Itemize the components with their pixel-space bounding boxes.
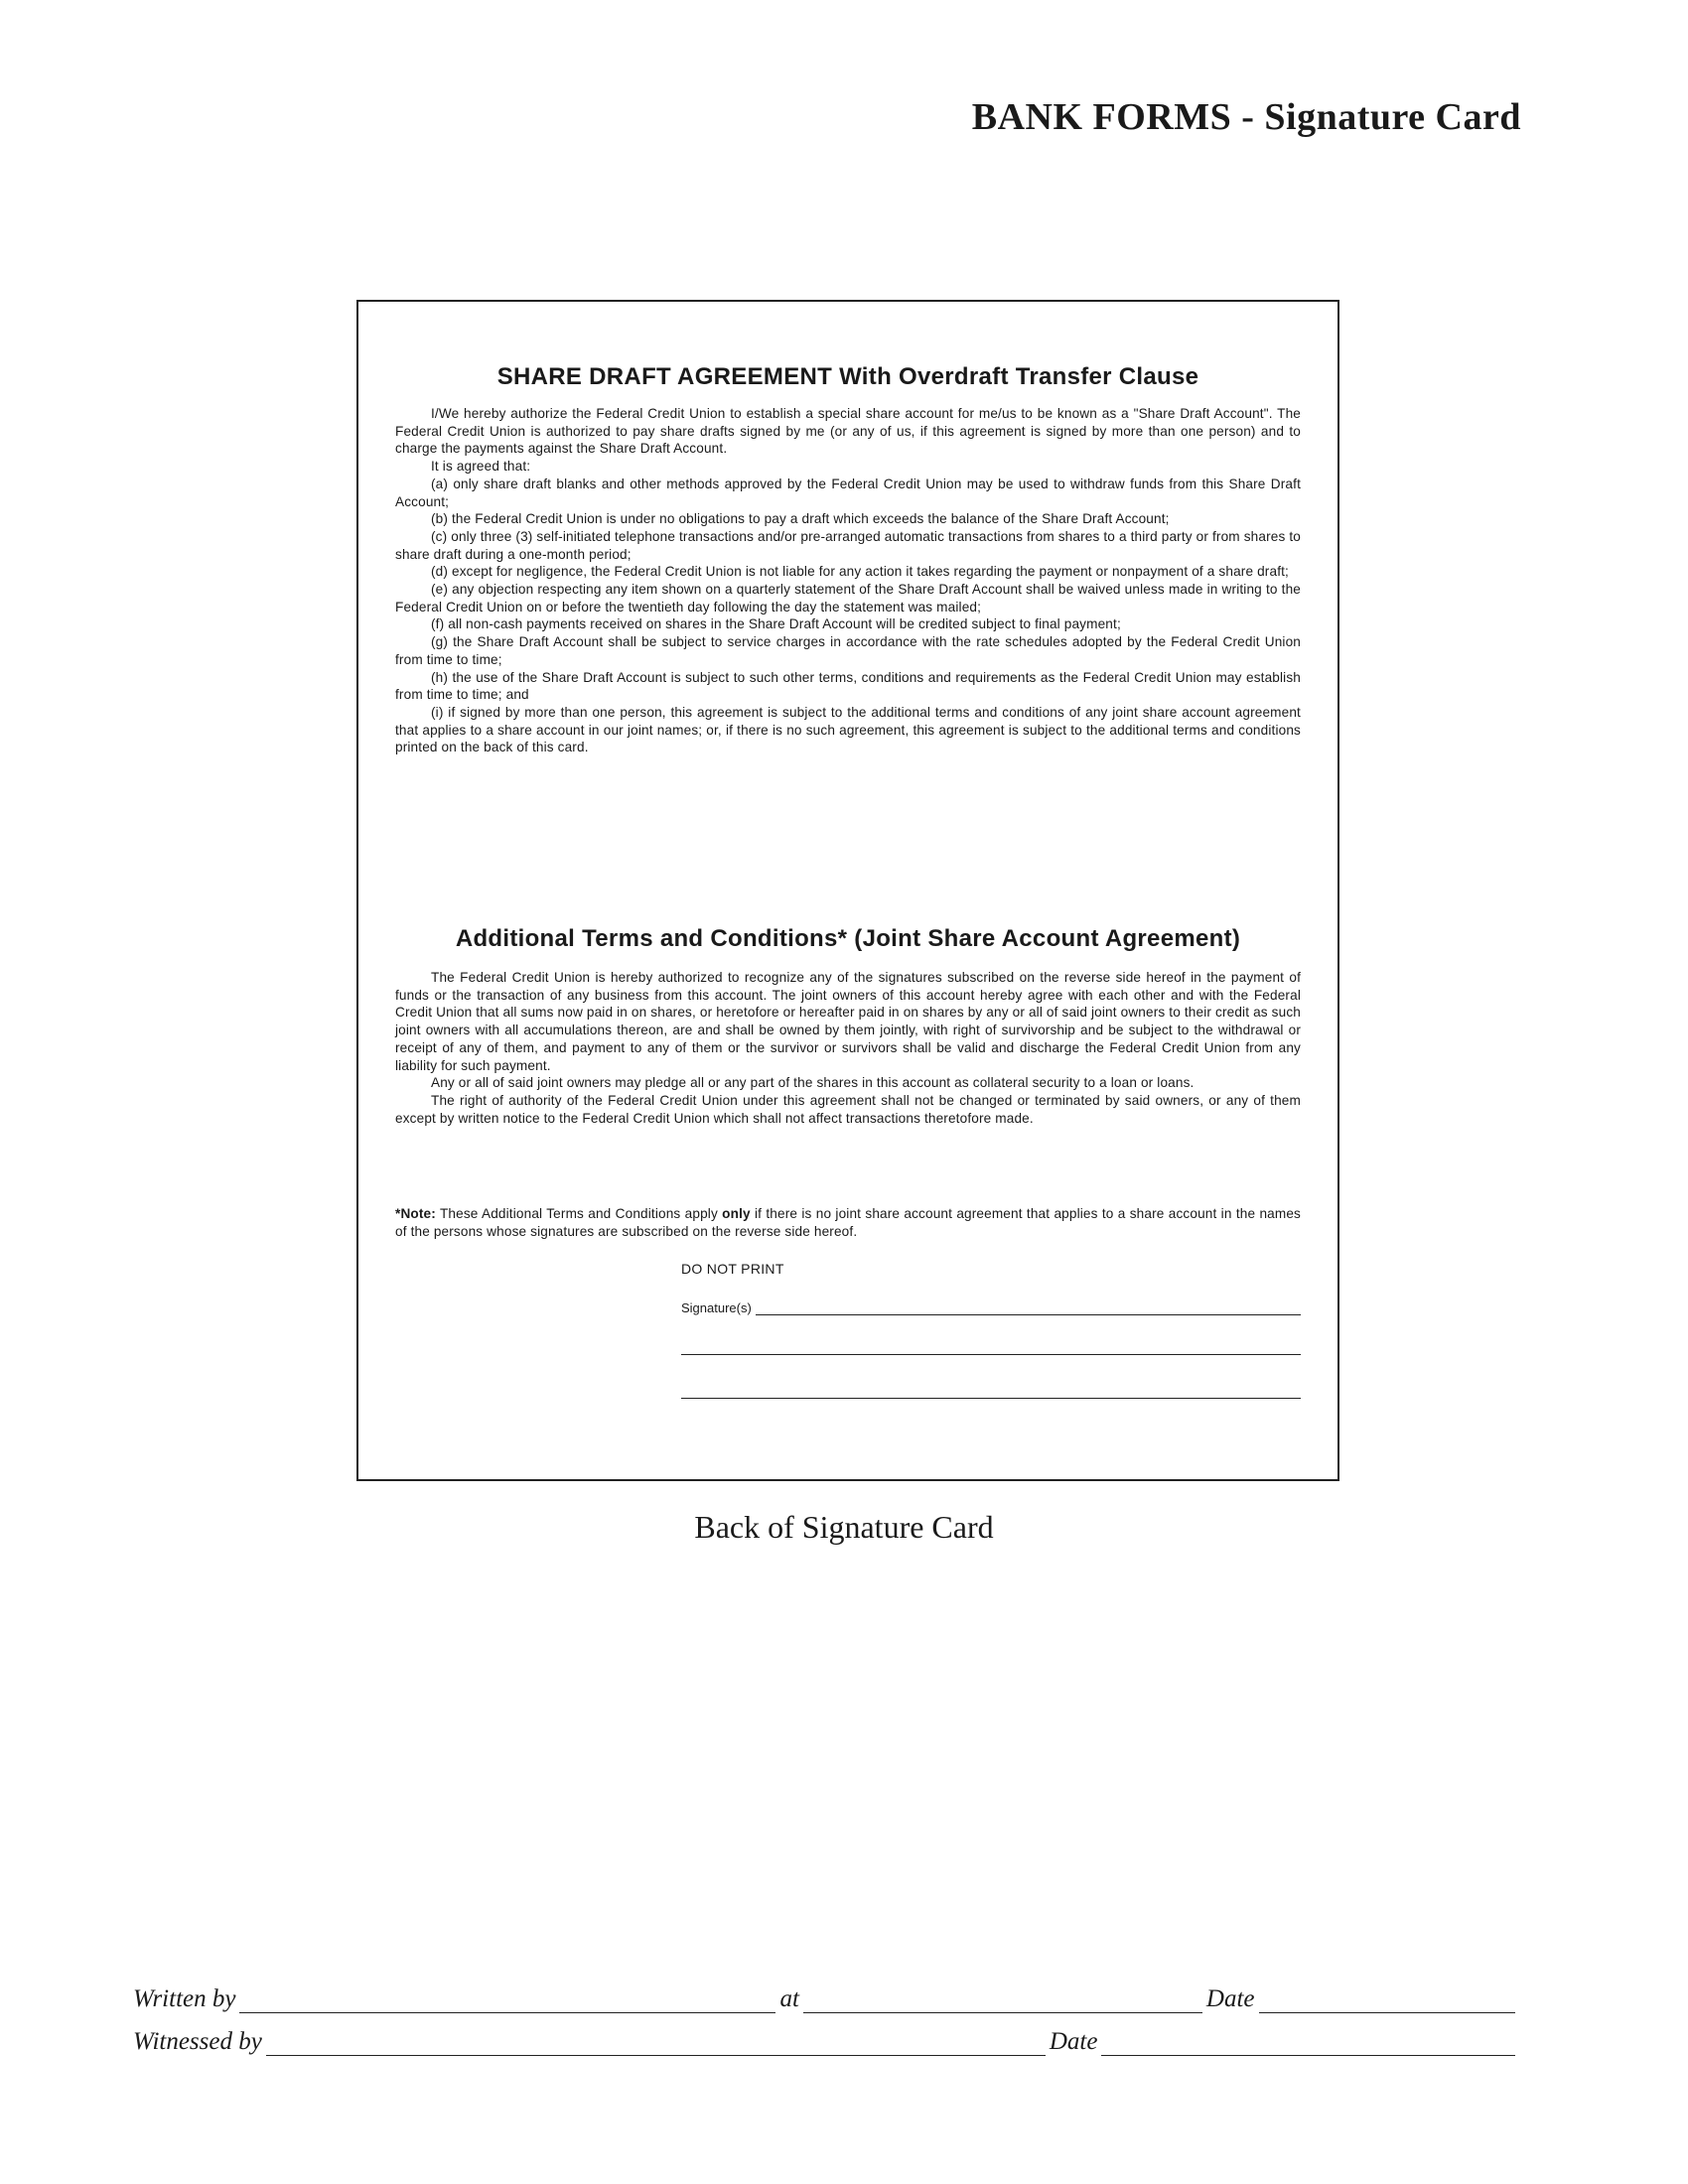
agreement-clause-c: (c) only three (3) self-initiated telephone transactions and/or pre-arranged automatic transactions from shares to a third party or from shares to share draft during a one-month period; xyxy=(395,528,1301,562)
agreement-body xyxy=(395,405,1301,756)
at-label: at xyxy=(779,1985,799,2012)
written-by-line[interactable] xyxy=(239,1988,775,2013)
written-by-label: Written by xyxy=(133,1985,236,2012)
written-by-row xyxy=(133,1985,1515,2013)
date-label: Date xyxy=(1205,1985,1255,2012)
additional-paragraph: The right of authority of the Federal Credit Union under this agreement shall not be changed or terminated by said owners, or any of them except by written notice to the Federal Credit Union which shall not affect transactions theretofore made. xyxy=(395,1092,1301,1126)
agreement-paragraph: I/We hereby authorize the Federal Credit Union to establish a special share account for me/us to be known as a "Share Draft Account". The Federal Credit Union is authorized to pay share drafts signed by me (or any of us, if this agreement is signed by more than one person) and to charge the payments against the Share Draft Account. xyxy=(395,406,1301,457)
date-line[interactable] xyxy=(1259,1988,1515,2013)
signature-line[interactable] xyxy=(681,1354,1301,1355)
additional-paragraph: The Federal Credit Union is hereby authorized to recognize any of the signatures subscribed on the reverse side hereof in the payment of funds or the transaction of any business from this account. The joint owners of this account hereby agree with each other and with the Federal Credit Union that all sums now paid in on shares, or heretofore or hereafter paid in on shares by any or all of said joint owners to their credit as such joint owners with all accumulations thereon, are and shall be owned by them jointly, with right of survivorship and be subject to the withdrawal or receipt of any of them, and payment to any of them or the survivor or survivors shall be valid and discharge the Federal Credit Union from any liability for such payment. xyxy=(395,970,1301,1073)
additional-paragraph: Any or all of said joint owners may pledge all or any part of the shares in this account as collateral security to a loan or loans. xyxy=(431,1075,1195,1091)
agreement-clause-a: (a) only share draft blanks and other methods approved by the Federal Credit Union may be used to withdraw funds from this Share Draft Account; xyxy=(395,476,1301,509)
do-not-print-label: DO NOT PRINT xyxy=(681,1261,784,1277)
agreement-clause-b: (b) the Federal Credit Union is under no obligations to pay a draft which exceeds the balance of the Share Draft Account; xyxy=(431,511,1170,527)
date-label: Date xyxy=(1049,2028,1098,2055)
signature-line[interactable] xyxy=(681,1398,1301,1399)
agreement-paragraph: It is agreed that: xyxy=(431,459,531,475)
agreement-clause-d: (d) except for negligence, the Federal Credit Union is not liable for any action it takes regarding the payment or nonpayment of a share draft; xyxy=(431,564,1289,580)
card-caption: Back of Signature Card xyxy=(694,1509,994,1545)
agreement-clause-f: (f) all non-cash payments received on shares in the Share Draft Account will be credited subject to final payment; xyxy=(431,616,1121,632)
witnessed-by-label: Witnessed by xyxy=(133,2028,262,2055)
date-line[interactable] xyxy=(1101,2031,1515,2056)
additional-terms-title: Additional Terms and Conditions* (Joint Share Account Agreement) xyxy=(455,925,1241,952)
agreement-clause-i: (i) if signed by more than one person, this agreement is subject to the additional terms and conditions of any joint share account agreement that applies to a share account in our joint names; or, if there is no such agreement, this agreement is subject to the additional terms and conditions printed on the back of this card. xyxy=(395,704,1301,755)
agreement-title: SHARE DRAFT AGREEMENT With Overdraft Transfer Clause xyxy=(496,363,1199,390)
note-text: These Additional Terms and Conditions apply xyxy=(435,1206,723,1221)
signature-row xyxy=(681,1300,1301,1315)
witnessed-by-row xyxy=(133,2028,1515,2056)
signature-card-back xyxy=(356,300,1339,1481)
agreement-clause-e: (e) any objection respecting any item shown on a quarterly statement of the Share Draft Account shall be waived unless made in writing to the Federal Credit Union on or before the twentieth day following the day the statement was mailed; xyxy=(395,582,1301,614)
agreement-clause-h: (h) the use of the Share Draft Account is subject to such other terms, conditions and requirements as the Federal Credit Union may establish from time to time; and xyxy=(395,669,1301,703)
note-prefix: *Note: xyxy=(395,1206,436,1221)
additional-terms-body xyxy=(395,969,1301,1127)
page-title: BANK FORMS - Signature Card xyxy=(971,96,1521,138)
note-emphasis: only xyxy=(722,1206,751,1221)
note-text: if there is no joint share account agreement that applies to a share account in the names of the persons whose signatures are subscribed on the reverse side hereof. xyxy=(395,1206,1301,1239)
signature-label: Signature(s) xyxy=(681,1300,752,1315)
signature-line[interactable] xyxy=(756,1300,1301,1315)
card-content xyxy=(395,302,1301,1479)
note-paragraph xyxy=(395,1205,1301,1240)
witnessed-by-line[interactable] xyxy=(266,2031,1046,2056)
at-line[interactable] xyxy=(803,1988,1202,2013)
agreement-clause-g: (g) the Share Draft Account shall be subject to service charges in accordance with the rate schedules adopted by the Federal Credit Union from time to time; xyxy=(395,634,1301,667)
